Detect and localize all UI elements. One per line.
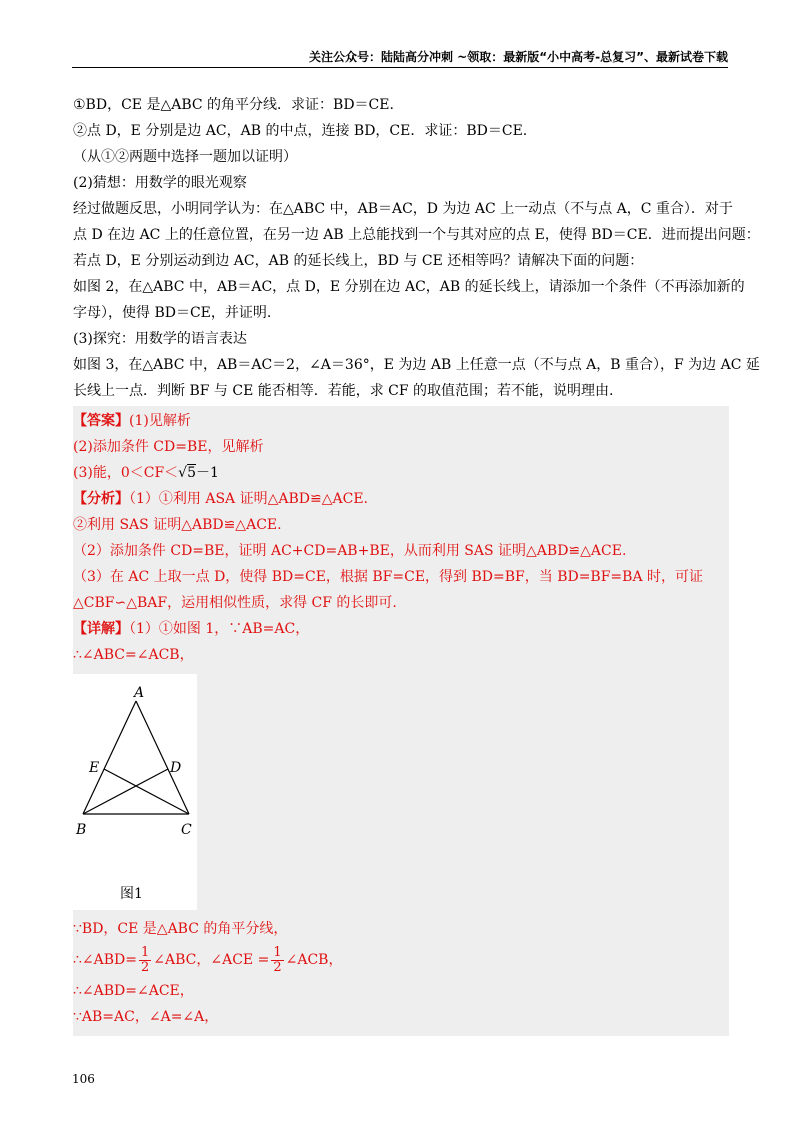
answer-text: －1 — [196, 465, 219, 481]
problem-line: 点 D 在边 AC 上的任意位置，在另一边 AB 上总能找到一个与其对应的点 E，使得 BD＝CE．进而提出问题： — [73, 227, 760, 243]
segment-ac — [136, 701, 189, 814]
detail-text: ∴∠ABD= — [73, 952, 137, 968]
analysis-text: （1）①利用 ASA 证明△ABD≌△ACE. — [129, 491, 368, 507]
figure-caption: 图1 — [120, 886, 143, 902]
problem-line: 若点 D，E 分别运动到边 AC，AB 的延长线上，BD 与 CE 还相等吗？请解决下面的问题： — [73, 253, 644, 269]
answer-line — [73, 460, 729, 486]
fraction-half — [271, 946, 283, 975]
fraction-denominator: 2 — [141, 959, 150, 975]
analysis-line: （3）在 AC 上取一点 D，使得 BD=CE，根据 BF=CE，得到 BD=BF，当 BD=BF=BA 时，可证 — [73, 569, 704, 585]
detail-tag: 【详解】 — [73, 621, 129, 637]
answer-text: (1)见解析 — [129, 413, 191, 429]
label-a: A — [134, 685, 145, 701]
document-body — [73, 92, 760, 1036]
detail-text: ∠ABC，∠ACE = — [153, 952, 270, 968]
segment-ab — [83, 701, 136, 814]
detail-text: （1）①如图 1，∵AB=AC， — [129, 621, 310, 637]
label-b: B — [76, 822, 87, 838]
page-number: 106 — [72, 1072, 95, 1086]
detail-line — [73, 616, 729, 642]
problem-line: 字母），使得 BD＝CE，并证明. — [73, 305, 272, 321]
sqrt-radicand: 5 — [187, 465, 197, 481]
analysis-tag: 【分析】 — [73, 491, 129, 507]
detail-line: ∵AB=AC，∠A=∠A， — [73, 1009, 219, 1025]
page-header: 关注公众号：陆陆高分冲刺 ~领取：最新版“小中高考-总复习”、最新试卷下载 — [309, 50, 728, 64]
analysis-line — [73, 486, 729, 512]
fraction-numerator: 1 — [141, 944, 150, 960]
fraction-denominator: 2 — [273, 959, 282, 975]
problem-line: (3)探究：用数学的语言表达 — [73, 331, 247, 347]
problem-line: 如图 2，在△ABC 中，AB＝AC，点 D，E 分别在边 AC，AB 的延长线上，请添加一个条件（不再添加新的 — [73, 279, 745, 295]
header-divider — [72, 67, 728, 68]
fraction-numerator: 1 — [273, 944, 282, 960]
answer-line: (2)添加条件 CD=BE，见解析 — [73, 439, 264, 455]
analysis-line: （2）添加条件 CD=BE，证明 AC+CD=AB+BE，从而利用 SAS 证明△ABD≌△ACE. — [73, 543, 627, 559]
answer-text: (3)能，0＜CF＜ — [73, 465, 179, 481]
analysis-line: ②利用 SAS 证明△ABD≌△ACE. — [73, 517, 282, 533]
problem-line: 经过做题反思，小明同学认为：在△ABC 中，AB＝AC，D 为边 AC 上一动点（不与点 A，C 重合）．对于 — [73, 201, 733, 217]
problem-line: (2)猜想：用数学的眼光观察 — [73, 175, 247, 191]
label-c: C — [181, 822, 192, 838]
problem-line: 如图 3，在△ABC 中，AB＝AC＝2，∠A＝36°，E 为边 AB 上任意一点（不与点 A，B 重合），F 为边 AC 延 — [73, 357, 760, 373]
answer-tag: 【答案】 — [73, 413, 129, 429]
problem-line: ②点 D，E 分别是边 AC，AB 的中点，连接 BD，CE．求证：BD＝CE. — [73, 123, 528, 139]
label-d: D — [170, 760, 182, 776]
figure-1 — [73, 674, 197, 910]
detail-line: ∵BD，CE 是△ABC 的角平分线， — [73, 921, 288, 937]
detail-line — [73, 942, 729, 978]
label-e: E — [89, 760, 100, 776]
detail-line: ∴∠ABD=∠ACE， — [73, 983, 194, 999]
detail-text: ∠ACB， — [285, 952, 343, 968]
triangle-diagram — [73, 674, 197, 910]
problem-line: 长线上一点．判断 BF 与 CE 能否相等．若能，求 CF 的取值范围；若不能，说明理由. — [73, 383, 614, 399]
analysis-line: △CBF∽△BAF，运用相似性质，求得 CF 的长即可. — [73, 595, 397, 611]
solution-panel — [73, 406, 729, 1036]
answer-line — [73, 408, 729, 434]
problem-line: ①BD，CE 是△ABC 的角平分线．求证：BD＝CE. — [73, 97, 394, 113]
fraction-half — [139, 946, 151, 975]
problem-line: （从①②两题中选择一题加以证明） — [73, 149, 297, 165]
detail-line: ∴∠ABC=∠ACB， — [73, 647, 194, 663]
sqrt-symbol: √ — [178, 465, 188, 481]
